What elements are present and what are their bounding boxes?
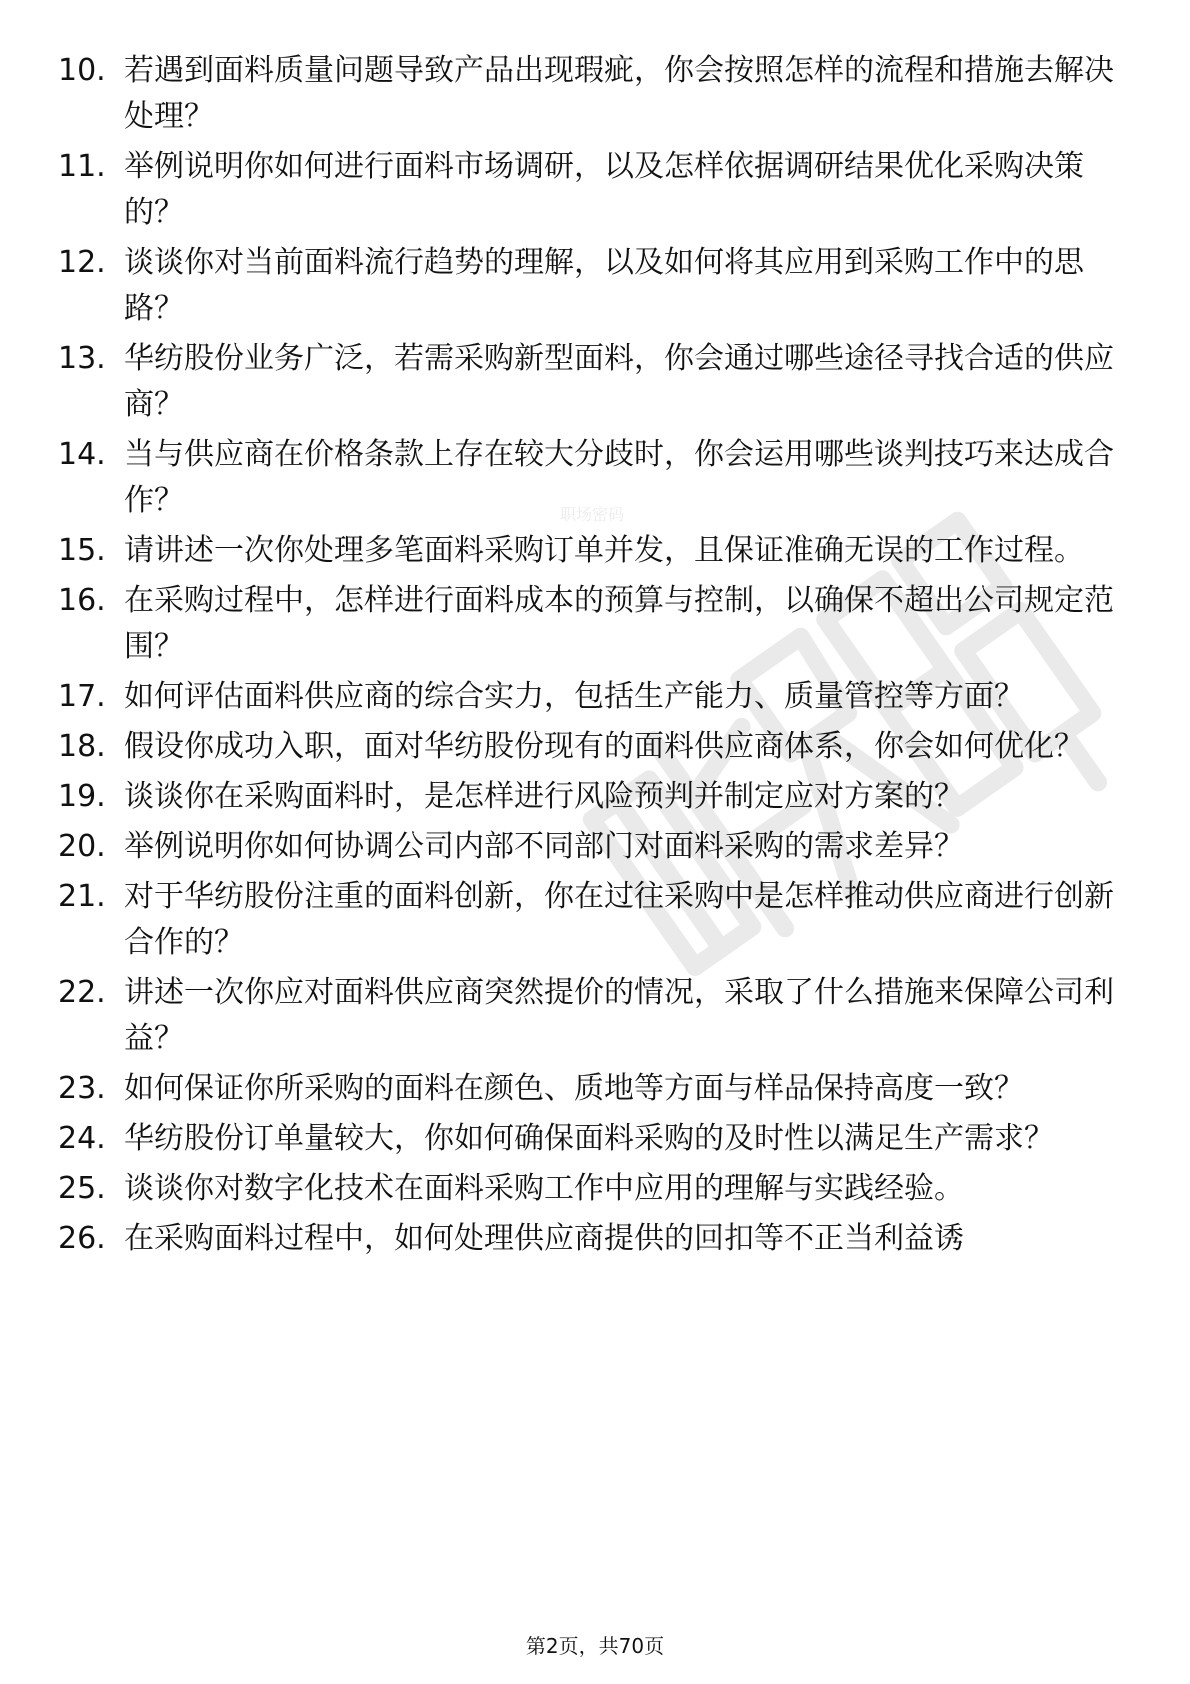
question-text: 当与供应商在价格条款上存在较大分歧时，你会运用哪些谈判技巧来达成合作？ (124, 437, 1114, 518)
page-footer: 第2页，共70页 (525, 1634, 665, 1658)
question-text: 请讲述一次你处理多笔面料采购订单并发，且保证准确无误的工作过程。 (124, 533, 1084, 568)
question-text: 华纺股份订单量较大，你如何确保面料采购的及时性以满足生产需求？ (124, 1121, 1054, 1156)
question-number: 10. (58, 53, 106, 88)
question-text: 华纺股份业务广泛，若需采购新型面料，你会通过哪些途径寻找合适的供应商？ (124, 341, 1114, 422)
question-number: 18. (58, 729, 106, 764)
question-item (58, 48, 1138, 140)
question-text: 谈谈你对数字化技术在面料采购工作中应用的理解与实践经验。 (124, 1171, 964, 1206)
question-item (58, 1216, 1138, 1262)
question-item (58, 774, 1138, 820)
question-item (58, 724, 1138, 770)
question-number: 23. (58, 1071, 106, 1106)
question-item (58, 432, 1138, 524)
question-item (58, 578, 1138, 670)
question-number: 19. (58, 779, 106, 814)
svg-text:职场密码: 职场密码 (560, 505, 625, 524)
question-text: 谈谈你在采购面料时，是怎样进行风险预判并制定应对方案的？ (124, 779, 964, 814)
question-item (58, 1066, 1138, 1112)
question-number: 25. (58, 1171, 106, 1206)
question-number: 26. (58, 1221, 106, 1256)
question-number: 22. (58, 975, 106, 1010)
question-item (58, 1166, 1138, 1212)
question-text: 举例说明你如何进行面料市场调研，以及怎样依据调研结果优化采购决策的？ (124, 149, 1084, 230)
question-number: 16. (58, 583, 106, 618)
question-item (58, 336, 1138, 428)
question-number: 15. (58, 533, 106, 568)
question-list (58, 48, 1138, 1262)
question-text: 举例说明你如何协调公司内部不同部门对面料采购的需求差异？ (124, 829, 964, 864)
question-item (58, 824, 1138, 870)
question-item (58, 1116, 1138, 1162)
question-item (58, 144, 1138, 236)
question-text: 讲述一次你应对面料供应商突然提价的情况，采取了什么措施来保障公司利益？ (124, 975, 1114, 1056)
question-text: 谈谈你对当前面料流行趋势的理解，以及如何将其应用到采购工作中的思路？ (124, 245, 1084, 326)
question-item (58, 674, 1138, 720)
question-item (58, 528, 1138, 574)
question-number: 12. (58, 245, 106, 280)
question-number: 11. (58, 149, 106, 184)
question-number: 13. (58, 341, 106, 376)
question-text: 在采购过程中，怎样进行面料成本的预算与控制，以确保不超出公司规定范围？ (124, 583, 1114, 664)
question-text: 假设你成功入职，面对华纺股份现有的面料供应商体系，你会如何优化？ (124, 729, 1084, 764)
question-item (58, 874, 1138, 966)
question-item (58, 970, 1138, 1062)
question-text: 如何保证你所采购的面料在颜色、质地等方面与样品保持高度一致？ (124, 1071, 1024, 1106)
question-item (58, 240, 1138, 332)
question-text: 在采购面料过程中，如何处理供应商提供的回扣等不正当利益诱 (124, 1221, 964, 1256)
question-text: 若遇到面料质量问题导致产品出现瑕疵，你会按照怎样的流程和措施去解决处理？ (124, 53, 1114, 134)
question-number: 17. (58, 679, 106, 714)
question-number: 14. (58, 437, 106, 472)
question-text: 如何评估面料供应商的综合实力，包括生产能力、质量管控等方面？ (124, 679, 1024, 714)
question-text: 对于华纺股份注重的面料创新，你在过往采购中是怎样推动供应商进行创新合作的？ (124, 879, 1114, 960)
question-number: 24. (58, 1121, 106, 1156)
question-number: 21. (58, 879, 106, 914)
question-number: 20. (58, 829, 106, 864)
